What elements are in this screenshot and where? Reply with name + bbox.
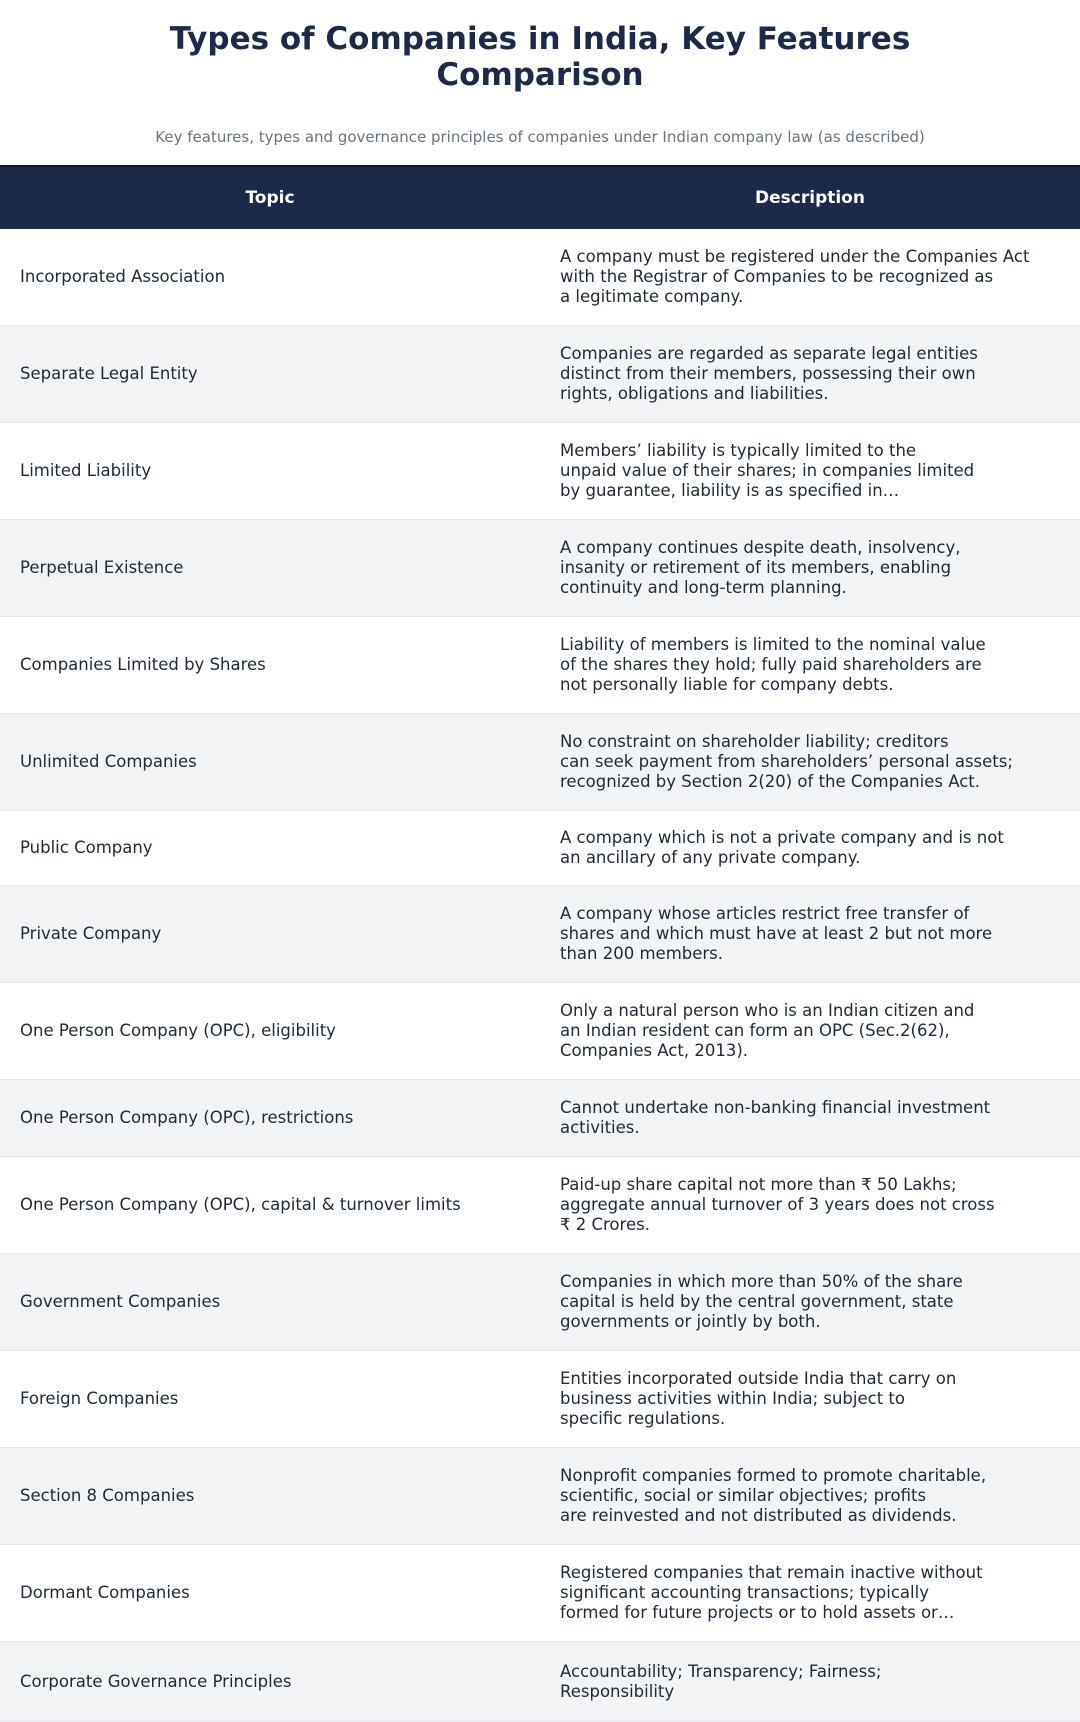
- description-line: Accountability; Transparency; Fairness;: [560, 1661, 882, 1681]
- table-row: [0, 1545, 1080, 1642]
- cell-description: [540, 538, 1080, 598]
- column-header-description: Description: [755, 188, 865, 208]
- cell-description: [540, 247, 1080, 307]
- description-line: significant accounting transactions; typically: [560, 1583, 929, 1602]
- cell-topic: Companies Limited by Shares: [20, 655, 266, 674]
- description-line: governments or jointly by both.: [560, 1312, 821, 1331]
- description-line: unpaid value of their shares; in companies limited: [560, 461, 975, 480]
- cell-description: [540, 441, 1080, 501]
- table-row: [0, 811, 1080, 886]
- description-line: a legitimate company.: [560, 287, 744, 306]
- description-line: Companies are regarded as separate legal entities: [560, 344, 978, 363]
- cell-description: [540, 1662, 1080, 1702]
- description-line: by guarantee, liability is as specified in…: [560, 481, 900, 500]
- description-line: are reinvested and not distributed as dividends.: [560, 1506, 957, 1525]
- cell-topic: Section 8 Companies: [20, 1486, 195, 1505]
- cell-topic: Dormant Companies: [20, 1583, 190, 1602]
- cell-topic: Public Company: [20, 838, 153, 857]
- description-line: A company whose articles restrict free transfer of: [560, 904, 970, 923]
- column-header-topic: Topic: [245, 188, 295, 208]
- cell-topic: Foreign Companies: [20, 1389, 179, 1408]
- cell-description: [540, 1466, 1080, 1526]
- table-row: [0, 326, 1080, 423]
- cell-description: [540, 1098, 1080, 1138]
- description-line: specific regulations.: [560, 1409, 726, 1428]
- description-line: Companies Act, 2013).: [560, 1041, 749, 1060]
- description-line: A company must be registered under the Companies Act: [560, 247, 1030, 266]
- description-line: an ancillary of any private company.: [560, 848, 861, 867]
- description-line: recognized by Section 2(20) of the Companies Act.: [560, 772, 980, 791]
- cell-description: [540, 344, 1080, 404]
- description-line: A company which is not a private company and is not: [560, 828, 1004, 847]
- table-row: [0, 1080, 1080, 1157]
- cell-description: [540, 1175, 1080, 1235]
- description-line: continuity and long-term planning.: [560, 578, 847, 597]
- cell-topic: One Person Company (OPC), capital & turnover limits: [20, 1195, 461, 1214]
- cell-topic: Unlimited Companies: [20, 752, 197, 771]
- cell-topic: Government Companies: [20, 1292, 221, 1311]
- table-row: [0, 229, 1080, 326]
- table-row: [0, 1254, 1080, 1351]
- description-line: can seek payment from shareholders’ personal assets;: [560, 752, 1013, 771]
- cell-description: [540, 828, 1080, 868]
- description-line: Paid-up share capital not more than ₹ 50 Lakhs;: [560, 1175, 957, 1194]
- table-header: [0, 165, 1080, 229]
- cell-description: [540, 1272, 1080, 1332]
- table-row: [0, 983, 1080, 1080]
- cell-description: [540, 635, 1080, 695]
- cell-topic: Perpetual Existence: [20, 558, 184, 577]
- description-line: Registered companies that remain inactive without: [560, 1563, 983, 1582]
- table-row: [0, 886, 1080, 983]
- table-row: [0, 1157, 1080, 1254]
- description-line: Only a natural person who is an Indian citizen and: [560, 1001, 975, 1020]
- description-line: No constraint on shareholder liability; creditors: [560, 732, 949, 751]
- table-row: [0, 423, 1080, 520]
- cell-topic: One Person Company (OPC), restrictions: [20, 1108, 354, 1127]
- description-line: with the Registrar of Companies to be recognized as: [560, 267, 994, 286]
- cell-description: [540, 904, 1080, 964]
- description-line: Responsibility: [560, 1681, 675, 1701]
- table-row: [0, 714, 1080, 811]
- description-line: than 200 members.: [560, 944, 724, 963]
- description-line: Liability of members is limited to the nominal value: [560, 635, 986, 654]
- page-title: Types of Companies in India, Key Features Comparison: [169, 21, 911, 93]
- description-line: activities.: [560, 1118, 640, 1137]
- cell-topic: Corporate Governance Principles: [20, 1671, 292, 1691]
- description-line: insanity or retirement of its members, enabling: [560, 558, 952, 577]
- description-line: business activities within India; subject to: [560, 1389, 905, 1408]
- cell-description: [540, 1369, 1080, 1429]
- description-line: distinct from their members, possessing their own: [560, 364, 976, 383]
- page-subtitle: Key features, types and governance principles of companies under Indian company law (as described): [155, 128, 925, 146]
- description-line: ₹ 2 Crores.: [560, 1215, 650, 1234]
- description-line: an Indian resident can form an OPC (Sec.2(62),: [560, 1021, 950, 1040]
- description-line: not personally liable for company debts.: [560, 675, 894, 694]
- cell-description: [540, 1001, 1080, 1061]
- cell-description: [540, 732, 1080, 792]
- description-line: scientific, social or similar objectives; profits: [560, 1486, 927, 1505]
- description-line: formed for future projects or to hold assets or…: [560, 1603, 955, 1622]
- description-line: shares and which must have at least 2 but not more: [560, 924, 993, 943]
- description-line: Companies in which more than 50% of the share: [560, 1272, 963, 1291]
- table-row: [0, 1448, 1080, 1545]
- description-line: Nonprofit companies formed to promote charitable,: [560, 1466, 987, 1485]
- cell-description: [540, 1563, 1080, 1623]
- description-line: Cannot undertake non-banking financial investment: [560, 1098, 991, 1117]
- description-line: Entities incorporated outside India that carry on: [560, 1369, 957, 1388]
- description-line: aggregate annual turnover of 3 years does not cross: [560, 1195, 995, 1214]
- table-row: [0, 617, 1080, 714]
- description-line: A company continues despite death, insolvency,: [560, 538, 961, 557]
- cell-topic: One Person Company (OPC), eligibility: [20, 1021, 336, 1040]
- comparison-table: [0, 165, 1080, 1722]
- table-row: [0, 520, 1080, 617]
- description-line: rights, obligations and liabilities.: [560, 384, 829, 403]
- description-line: capital is held by the central government, state: [560, 1292, 954, 1311]
- description-line: of the shares they hold; fully paid shareholders are: [560, 655, 982, 674]
- cell-topic: Limited Liability: [20, 461, 152, 480]
- description-line: Members’ liability is typically limited to the: [560, 441, 917, 460]
- cell-topic: Private Company: [20, 924, 162, 943]
- cell-topic: Separate Legal Entity: [20, 364, 198, 383]
- table-row: [0, 1642, 1080, 1722]
- cell-topic: Incorporated Association: [20, 267, 226, 286]
- table-body: [0, 229, 1080, 1722]
- table-row: [0, 1351, 1080, 1448]
